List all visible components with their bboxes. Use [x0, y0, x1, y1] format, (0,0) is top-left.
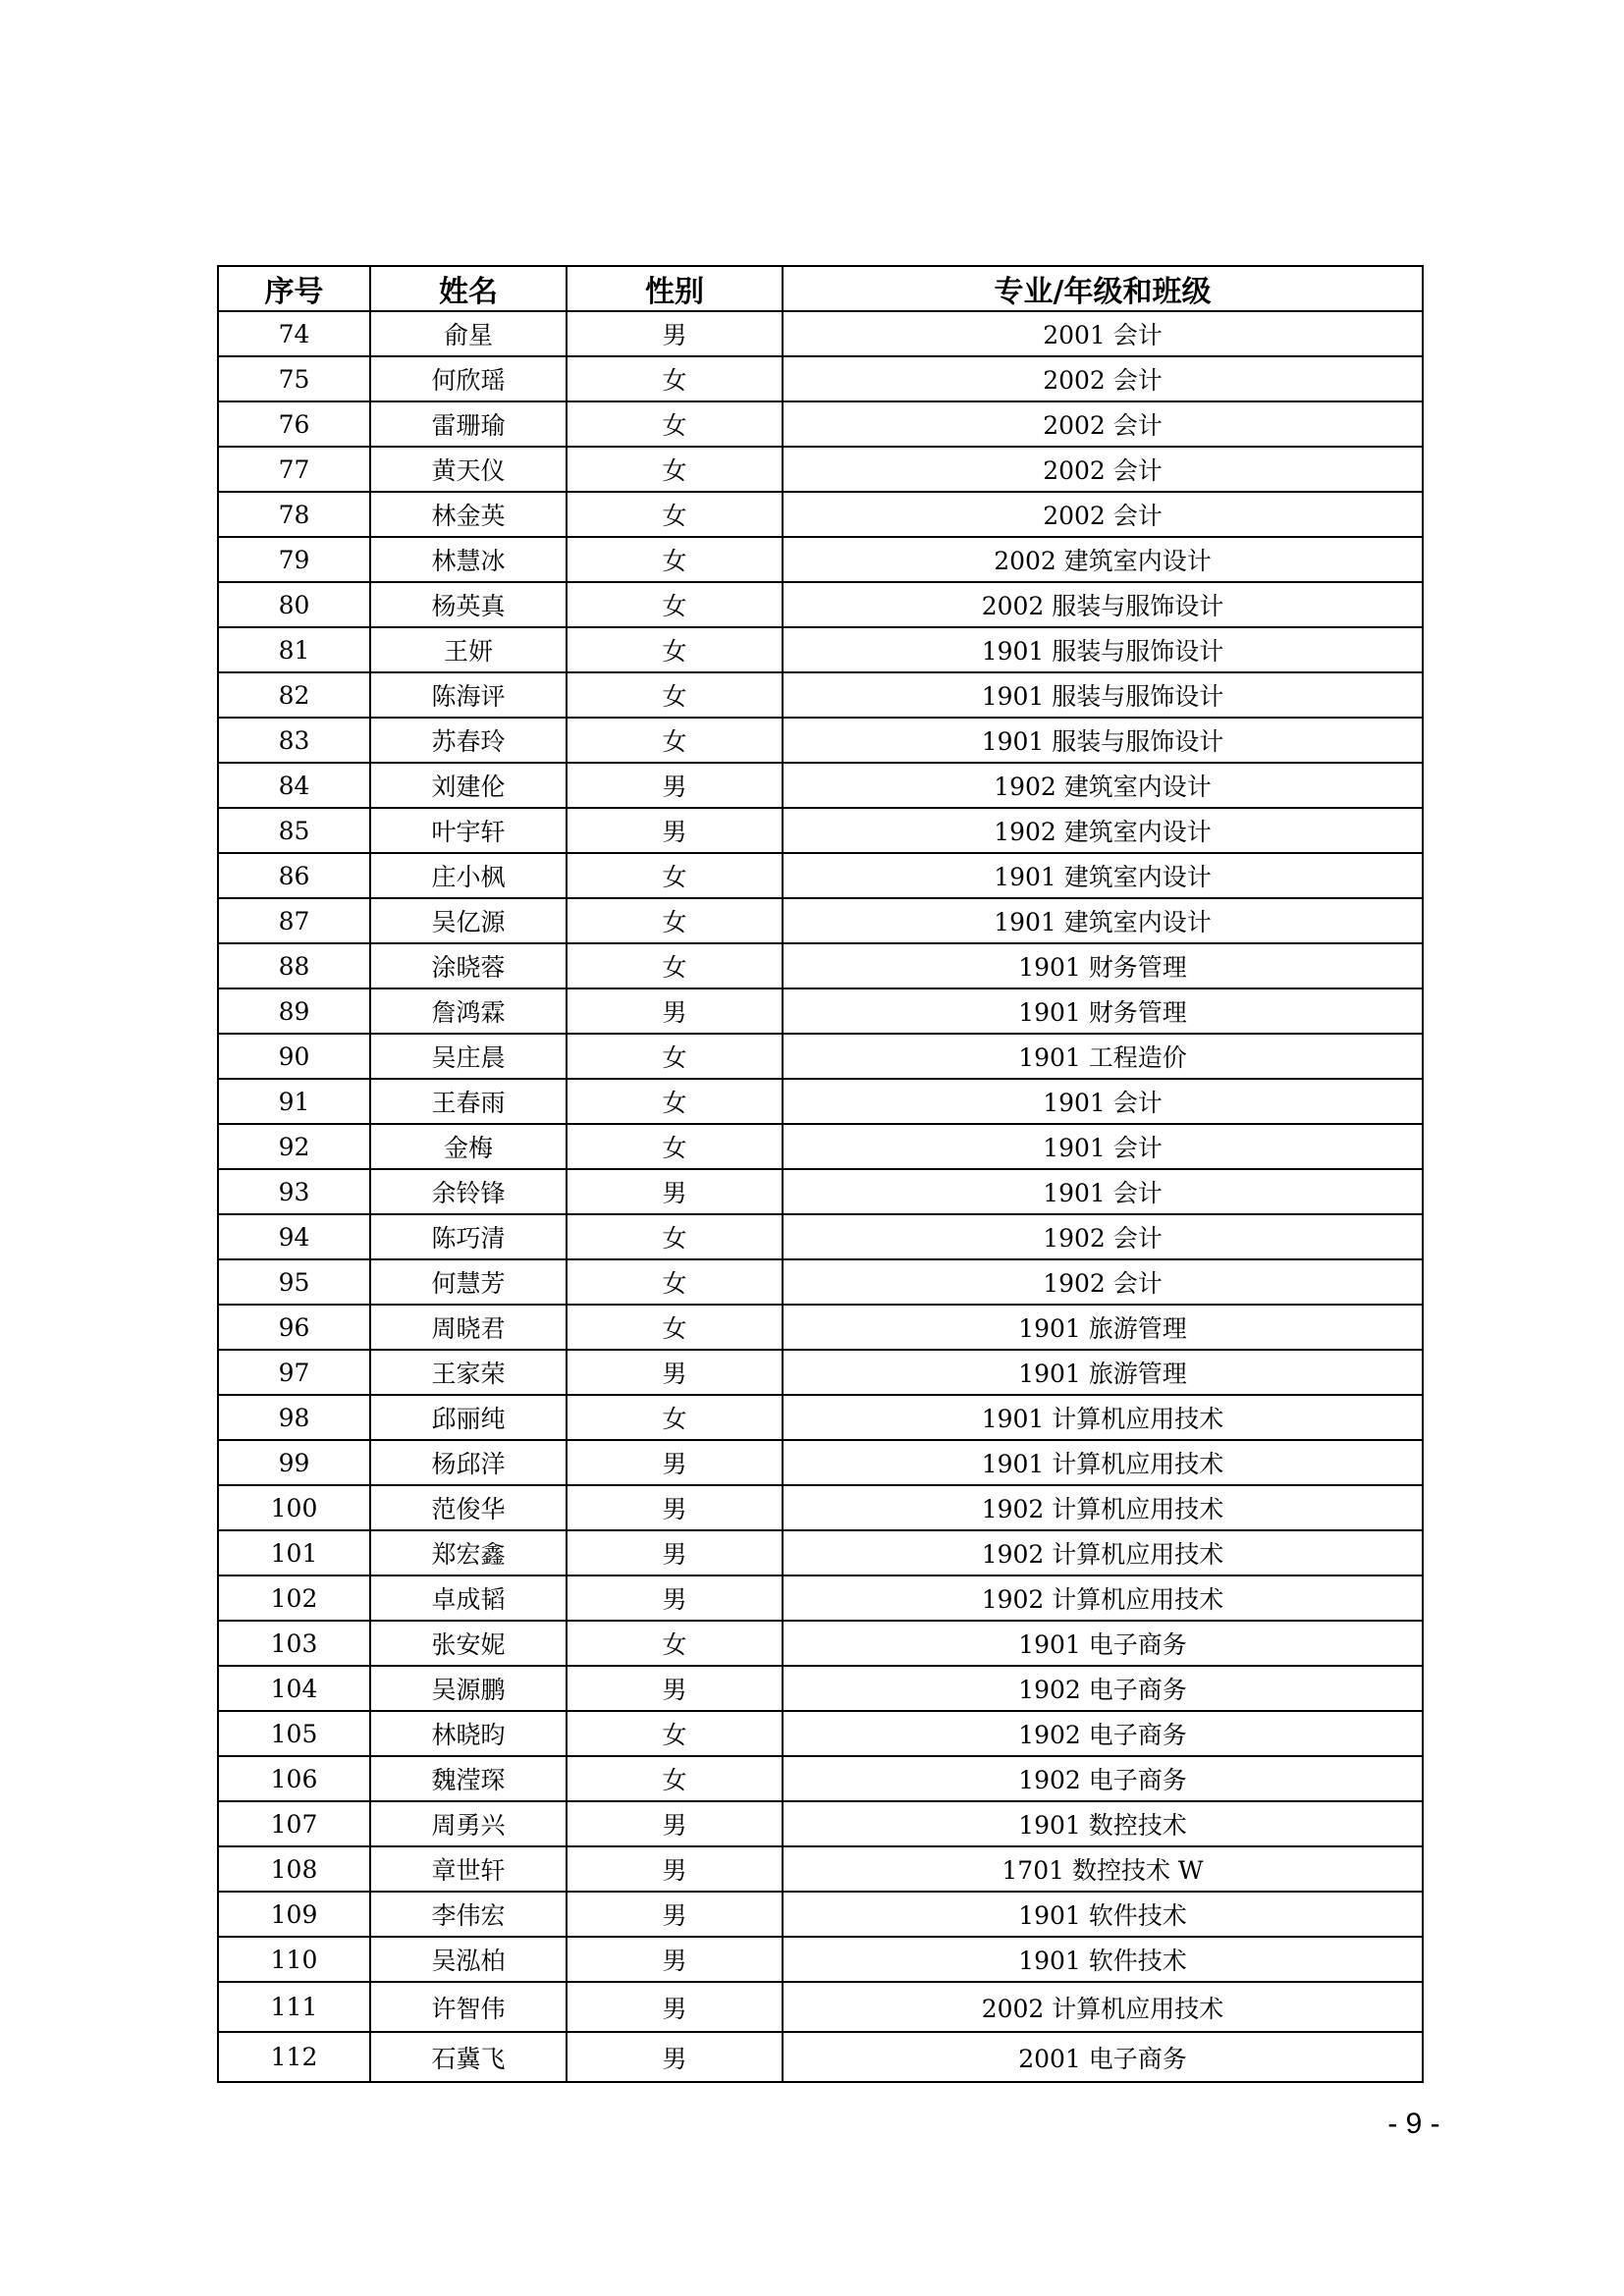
row-index: 86 [218, 853, 370, 898]
row-major-class: 1901 建筑室内设计 [783, 898, 1423, 943]
table-row [218, 401, 1423, 447]
table-row [218, 582, 1423, 627]
row-major-class: 1901 旅游管理 [783, 1350, 1423, 1395]
row-gender: 女 [567, 672, 783, 718]
table-row [218, 1666, 1423, 1711]
table-row [218, 1892, 1423, 1937]
row-gender: 男 [567, 1801, 783, 1846]
row-gender: 女 [567, 853, 783, 898]
row-index: 92 [218, 1124, 370, 1169]
table-row [218, 808, 1423, 853]
row-index: 103 [218, 1621, 370, 1666]
row-gender: 男 [567, 1937, 783, 1982]
row-gender: 女 [567, 537, 783, 582]
row-name: 陈海评 [370, 672, 567, 718]
table-row [218, 853, 1423, 898]
row-name: 吴源鹏 [370, 1666, 567, 1711]
row-major-class: 1901 财务管理 [783, 988, 1423, 1034]
table-row [218, 718, 1423, 763]
row-gender: 女 [567, 718, 783, 763]
row-name: 林金英 [370, 492, 567, 537]
row-index: 100 [218, 1485, 370, 1530]
header-index: 序号 [218, 266, 370, 311]
table-row [218, 1395, 1423, 1440]
table-row [218, 1530, 1423, 1575]
row-major-class: 1902 会计 [783, 1259, 1423, 1305]
row-name: 章世轩 [370, 1846, 567, 1892]
row-index: 106 [218, 1756, 370, 1801]
row-name: 杨英真 [370, 582, 567, 627]
row-major-class: 1902 电子商务 [783, 1666, 1423, 1711]
row-index: 90 [218, 1034, 370, 1079]
table-row [218, 1982, 1423, 2032]
row-gender: 男 [567, 2032, 783, 2082]
row-major-class: 2001 电子商务 [783, 2032, 1423, 2082]
table-row [218, 898, 1423, 943]
row-name: 詹鸿霖 [370, 988, 567, 1034]
row-index: 94 [218, 1214, 370, 1259]
row-index: 75 [218, 356, 370, 401]
table-row [218, 2032, 1423, 2082]
row-index: 95 [218, 1259, 370, 1305]
row-gender: 女 [567, 1395, 783, 1440]
row-name: 魏滢琛 [370, 1756, 567, 1801]
row-major-class: 1901 计算机应用技术 [783, 1440, 1423, 1485]
row-gender: 男 [567, 1440, 783, 1485]
table-row [218, 356, 1423, 401]
row-index: 84 [218, 763, 370, 808]
row-name: 金梅 [370, 1124, 567, 1169]
row-gender: 女 [567, 1214, 783, 1259]
row-gender: 男 [567, 808, 783, 853]
row-gender: 男 [567, 1485, 783, 1530]
row-index: 105 [218, 1711, 370, 1756]
row-name: 郑宏鑫 [370, 1530, 567, 1575]
row-major-class: 2002 会计 [783, 356, 1423, 401]
table-body [218, 311, 1423, 2082]
table-header-row [218, 266, 1423, 311]
row-index: 83 [218, 718, 370, 763]
row-name: 余铃锋 [370, 1169, 567, 1214]
row-name: 林慧冰 [370, 537, 567, 582]
row-index: 82 [218, 672, 370, 718]
row-index: 109 [218, 1892, 370, 1937]
row-major-class: 2002 会计 [783, 447, 1423, 492]
row-name: 卓成韬 [370, 1575, 567, 1621]
row-major-class: 1902 电子商务 [783, 1711, 1423, 1756]
table-row [218, 1485, 1423, 1530]
row-name: 庄小枫 [370, 853, 567, 898]
row-name: 苏春玲 [370, 718, 567, 763]
header-gender: 性别 [567, 266, 783, 311]
row-major-class: 1901 会计 [783, 1079, 1423, 1124]
row-gender: 男 [567, 1666, 783, 1711]
row-gender: 男 [567, 1846, 783, 1892]
page-number: - 9 - [1387, 2108, 1440, 2140]
table-row [218, 1621, 1423, 1666]
row-index: 80 [218, 582, 370, 627]
row-name: 王春雨 [370, 1079, 567, 1124]
row-name: 林晓昀 [370, 1711, 567, 1756]
row-gender: 男 [567, 1350, 783, 1395]
row-index: 78 [218, 492, 370, 537]
table-row [218, 943, 1423, 988]
row-index: 76 [218, 401, 370, 447]
row-name: 叶宇轩 [370, 808, 567, 853]
row-index: 104 [218, 1666, 370, 1711]
row-name: 张安妮 [370, 1621, 567, 1666]
row-major-class: 1901 计算机应用技术 [783, 1395, 1423, 1440]
table-row [218, 1440, 1423, 1485]
row-index: 93 [218, 1169, 370, 1214]
row-index: 79 [218, 537, 370, 582]
table-row [218, 1169, 1423, 1214]
row-major-class: 1902 电子商务 [783, 1756, 1423, 1801]
row-major-class: 2002 会计 [783, 401, 1423, 447]
row-name: 周勇兴 [370, 1801, 567, 1846]
row-name: 邱丽纯 [370, 1395, 567, 1440]
row-index: 87 [218, 898, 370, 943]
row-name: 吴泓柏 [370, 1937, 567, 1982]
row-index: 110 [218, 1937, 370, 1982]
row-name: 范俊华 [370, 1485, 567, 1530]
row-major-class: 2002 建筑室内设计 [783, 537, 1423, 582]
table-row [218, 1846, 1423, 1892]
header-name: 姓名 [370, 266, 567, 311]
table-row [218, 1079, 1423, 1124]
row-index: 74 [218, 311, 370, 356]
row-major-class: 1901 会计 [783, 1124, 1423, 1169]
row-index: 111 [218, 1982, 370, 2032]
row-index: 101 [218, 1530, 370, 1575]
table-row [218, 1801, 1423, 1846]
row-major-class: 1901 电子商务 [783, 1621, 1423, 1666]
table-row [218, 1305, 1423, 1350]
table-row [218, 447, 1423, 492]
table-row [218, 1756, 1423, 1801]
table-row [218, 672, 1423, 718]
row-name: 石冀飞 [370, 2032, 567, 2082]
row-major-class: 1902 会计 [783, 1214, 1423, 1259]
row-gender: 女 [567, 492, 783, 537]
row-gender: 女 [567, 1305, 783, 1350]
row-major-class: 2001 会计 [783, 311, 1423, 356]
row-gender: 女 [567, 1711, 783, 1756]
row-major-class: 1902 计算机应用技术 [783, 1530, 1423, 1575]
table-row [218, 1350, 1423, 1395]
row-major-class: 2002 服装与服饰设计 [783, 582, 1423, 627]
row-index: 102 [218, 1575, 370, 1621]
row-index: 88 [218, 943, 370, 988]
row-name: 涂晓蓉 [370, 943, 567, 988]
row-gender: 女 [567, 1259, 783, 1305]
row-gender: 男 [567, 1575, 783, 1621]
row-major-class: 1901 建筑室内设计 [783, 853, 1423, 898]
table-row [218, 627, 1423, 672]
row-gender: 女 [567, 1079, 783, 1124]
row-index: 81 [218, 627, 370, 672]
table-row [218, 1034, 1423, 1079]
row-name: 王妍 [370, 627, 567, 672]
row-index: 96 [218, 1305, 370, 1350]
table-row [218, 1711, 1423, 1756]
row-gender: 男 [567, 311, 783, 356]
row-major-class: 1901 会计 [783, 1169, 1423, 1214]
row-name: 王家荣 [370, 1350, 567, 1395]
row-index: 77 [218, 447, 370, 492]
row-name: 吴庄晨 [370, 1034, 567, 1079]
table-row [218, 1575, 1423, 1621]
table-row [218, 988, 1423, 1034]
row-gender: 女 [567, 1034, 783, 1079]
row-name: 雷珊瑜 [370, 401, 567, 447]
row-major-class: 1901 服装与服饰设计 [783, 627, 1423, 672]
row-major-class: 2002 会计 [783, 492, 1423, 537]
row-major-class: 1701 数控技术 W [783, 1846, 1423, 1892]
row-gender: 女 [567, 1621, 783, 1666]
row-index: 91 [218, 1079, 370, 1124]
row-gender: 女 [567, 582, 783, 627]
row-name: 黄天仪 [370, 447, 567, 492]
row-major-class: 1902 计算机应用技术 [783, 1485, 1423, 1530]
row-index: 98 [218, 1395, 370, 1440]
row-index: 99 [218, 1440, 370, 1485]
row-major-class: 1901 财务管理 [783, 943, 1423, 988]
row-gender: 女 [567, 1756, 783, 1801]
row-major-class: 2002 计算机应用技术 [783, 1982, 1423, 2032]
row-name: 许智伟 [370, 1982, 567, 2032]
row-major-class: 1901 服装与服饰设计 [783, 672, 1423, 718]
row-name: 俞星 [370, 311, 567, 356]
row-index: 107 [218, 1801, 370, 1846]
row-index: 85 [218, 808, 370, 853]
student-list-table [217, 265, 1424, 2083]
row-index: 112 [218, 2032, 370, 2082]
row-major-class: 1902 建筑室内设计 [783, 763, 1423, 808]
row-gender: 女 [567, 1124, 783, 1169]
row-gender: 女 [567, 447, 783, 492]
row-name: 何欣瑶 [370, 356, 567, 401]
row-gender: 男 [567, 1892, 783, 1937]
row-name: 陈巧清 [370, 1214, 567, 1259]
table-row [218, 1937, 1423, 1982]
row-gender: 女 [567, 401, 783, 447]
row-index: 89 [218, 988, 370, 1034]
row-gender: 男 [567, 763, 783, 808]
row-major-class: 1901 旅游管理 [783, 1305, 1423, 1350]
table-row [218, 1259, 1423, 1305]
row-index: 97 [218, 1350, 370, 1395]
row-major-class: 1902 计算机应用技术 [783, 1575, 1423, 1621]
table-row [218, 1214, 1423, 1259]
row-name: 杨邱洋 [370, 1440, 567, 1485]
table-row [218, 1124, 1423, 1169]
row-index: 108 [218, 1846, 370, 1892]
row-name: 吴亿源 [370, 898, 567, 943]
row-gender: 女 [567, 898, 783, 943]
row-major-class: 1901 服装与服饰设计 [783, 718, 1423, 763]
row-major-class: 1901 工程造价 [783, 1034, 1423, 1079]
row-gender: 女 [567, 627, 783, 672]
row-gender: 男 [567, 1530, 783, 1575]
table-row [218, 537, 1423, 582]
row-major-class: 1901 软件技术 [783, 1937, 1423, 1982]
row-name: 何慧芳 [370, 1259, 567, 1305]
table-row [218, 311, 1423, 356]
row-gender: 男 [567, 1169, 783, 1214]
row-major-class: 1901 软件技术 [783, 1892, 1423, 1937]
row-gender: 女 [567, 356, 783, 401]
header-major-class: 专业/年级和班级 [783, 266, 1423, 311]
row-major-class: 1901 数控技术 [783, 1801, 1423, 1846]
row-name: 李伟宏 [370, 1892, 567, 1937]
row-gender: 男 [567, 988, 783, 1034]
row-gender: 男 [567, 1982, 783, 2032]
row-major-class: 1902 建筑室内设计 [783, 808, 1423, 853]
table-row [218, 492, 1423, 537]
row-name: 周晓君 [370, 1305, 567, 1350]
row-name: 刘建伦 [370, 763, 567, 808]
table-row [218, 763, 1423, 808]
row-gender: 女 [567, 943, 783, 988]
